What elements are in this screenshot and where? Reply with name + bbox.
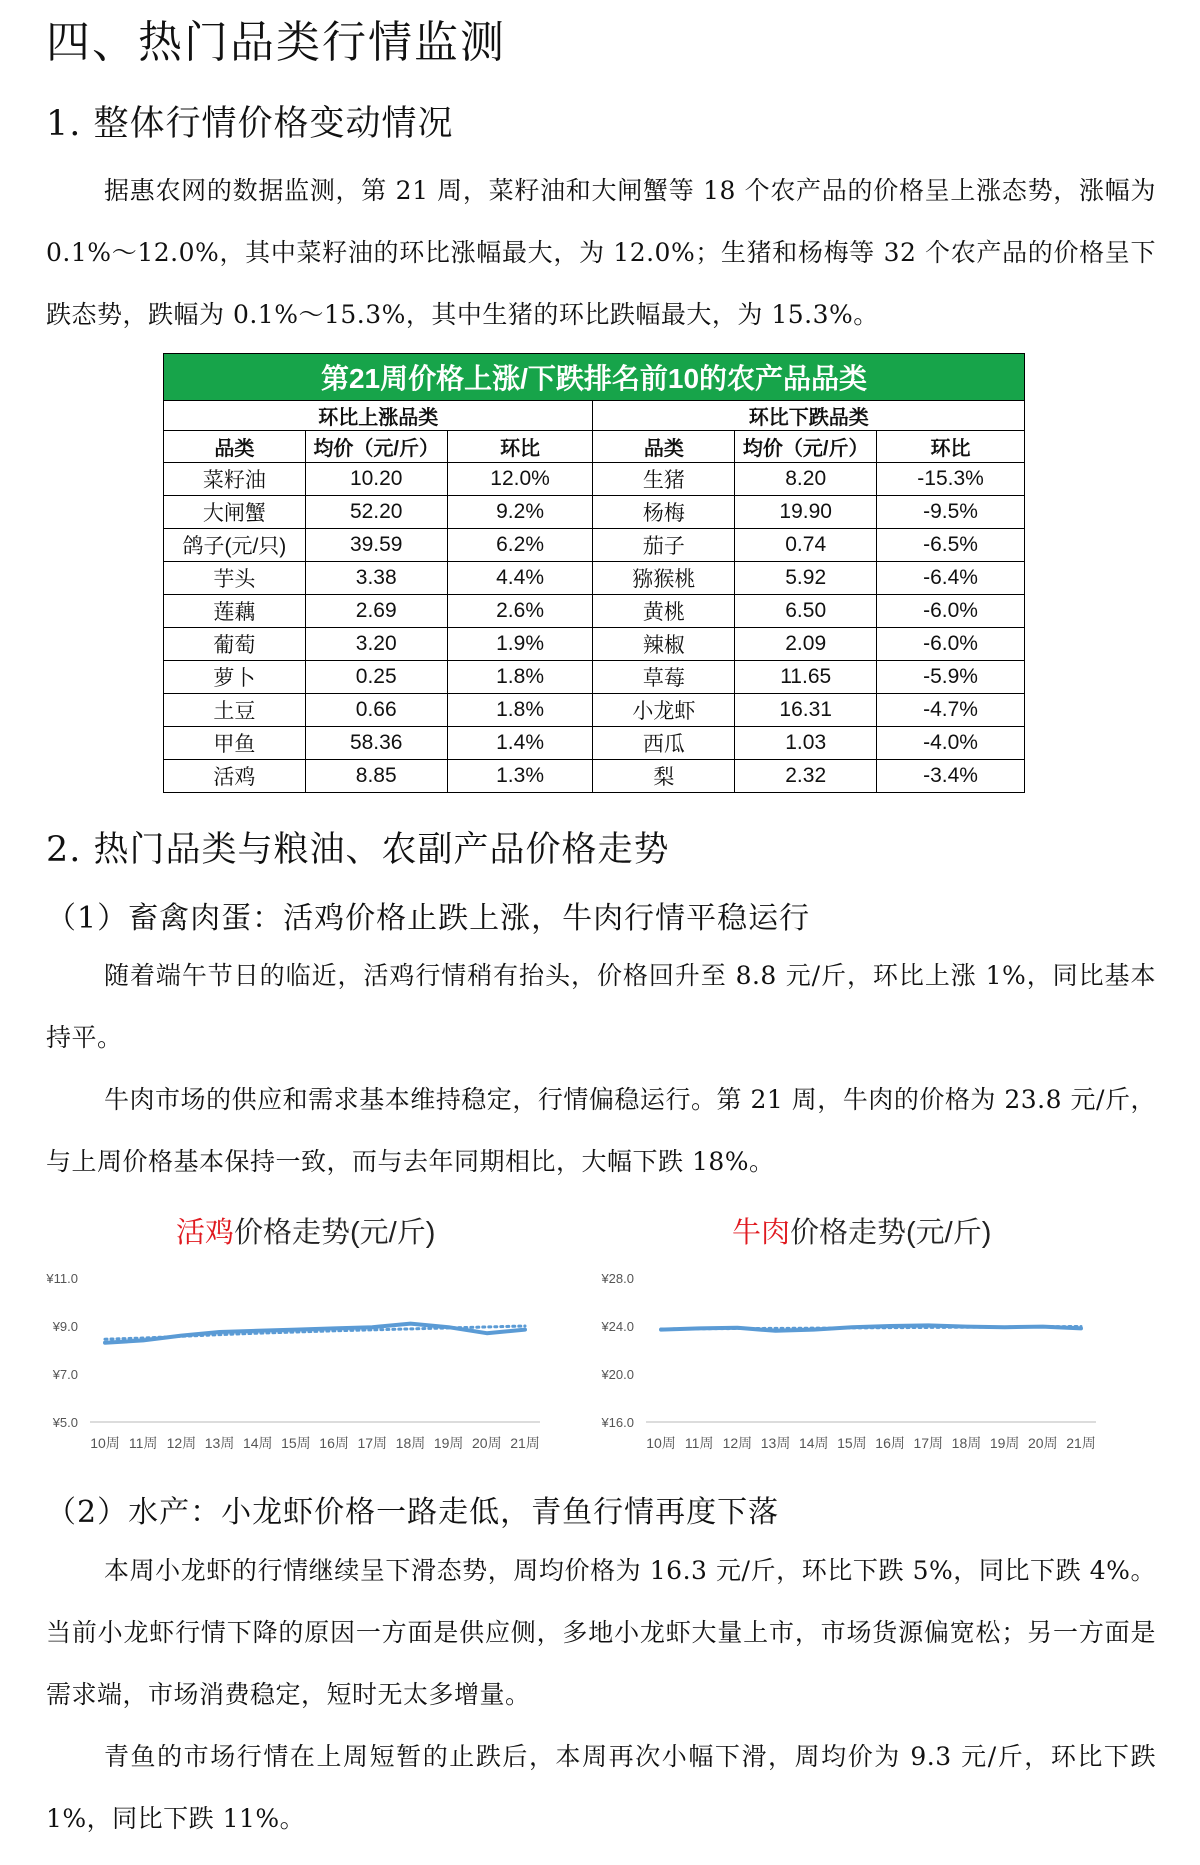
- cell-fall-item: 生猪: [593, 463, 735, 496]
- cell-fall-change: -9.5%: [877, 496, 1025, 529]
- beef-chart-title-highlight: 牛肉: [732, 1217, 791, 1249]
- x-tick-label: 11周: [684, 1435, 714, 1451]
- y-tick-label: ¥16.0: [601, 1415, 634, 1430]
- cell-rise-change: 9.2%: [447, 496, 593, 529]
- ranking-table-container: [163, 353, 1025, 793]
- cell-fall-item: 杨梅: [593, 496, 735, 529]
- col-header-fall-change: 环比: [877, 431, 1025, 463]
- cell-rise-change: 2.6%: [447, 595, 593, 628]
- cell-rise-item: 甲鱼: [164, 727, 306, 760]
- cell-rise-item: 鸽子(元/只): [164, 529, 306, 562]
- table-row: [164, 760, 1025, 793]
- x-tick-label: 12周: [722, 1435, 753, 1451]
- cell-fall-item: 猕猴桃: [593, 562, 735, 595]
- cell-rise-change: 6.2%: [447, 529, 593, 562]
- rise-group-header: 环比上涨品类: [164, 401, 593, 431]
- x-tick-label: 14周: [242, 1435, 273, 1451]
- y-tick-label: ¥7.0: [52, 1367, 78, 1382]
- x-tick-label: 17周: [913, 1435, 944, 1451]
- y-tick-label: ¥20.0: [601, 1367, 634, 1382]
- ranking-table: [163, 353, 1025, 793]
- y-tick-label: ¥28.0: [601, 1271, 634, 1286]
- cell-fall-change: -6.4%: [877, 562, 1025, 595]
- cell-fall-price: 2.09: [735, 628, 877, 661]
- cell-rise-item: 土豆: [164, 694, 306, 727]
- chicken-chart-title-highlight: 活鸡: [176, 1217, 235, 1249]
- cell-rise-item: 活鸡: [164, 760, 306, 793]
- x-tick-label: 12周: [166, 1435, 197, 1451]
- subsubsection-title-livestock: （1）畜禽肉蛋：活鸡价格止跌上涨，牛肉行情平稳运行: [46, 901, 811, 936]
- y-tick-label: ¥5.0: [52, 1415, 78, 1430]
- cell-rise-price: 2.69: [305, 595, 447, 628]
- cell-fall-change: -3.4%: [877, 760, 1025, 793]
- section-title: 四、热门品类行情监测: [46, 17, 506, 68]
- table-row: [164, 496, 1025, 529]
- cell-fall-item: 黄桃: [593, 595, 735, 628]
- col-header-rise-price: 均价（元/斤）: [305, 431, 447, 463]
- paragraph-herring: 青鱼的市场行情在上周短暂的止跌后，本周再次小幅下滑，周均价为 9.3 元/斤，环比下跌 1%，同比下跌 11%。: [46, 1742, 1156, 1833]
- cell-fall-change: -4.7%: [877, 694, 1025, 727]
- cell-fall-item: 茄子: [593, 529, 735, 562]
- cell-rise-item: 大闸蟹: [164, 496, 306, 529]
- cell-fall-price: 6.50: [735, 595, 877, 628]
- cell-rise-price: 52.20: [305, 496, 447, 529]
- x-tick-label: 15周: [837, 1435, 867, 1451]
- col-header-rise-item: 品类: [164, 431, 306, 463]
- cell-rise-price: 3.20: [305, 628, 447, 661]
- y-tick-label: ¥9.0: [52, 1319, 78, 1334]
- cell-rise-item: 芋头: [164, 562, 306, 595]
- x-tick-label: 18周: [951, 1435, 982, 1451]
- price-line: [105, 1324, 525, 1343]
- beef-chart-title: [732, 1210, 991, 1251]
- cell-rise-item: 莲藕: [164, 595, 306, 628]
- cell-fall-item: 草莓: [593, 661, 735, 694]
- cell-fall-price: 11.65: [735, 661, 877, 694]
- x-tick-label: 18周: [395, 1435, 426, 1451]
- cell-fall-change: -6.5%: [877, 529, 1025, 562]
- cell-fall-price: 16.31: [735, 694, 877, 727]
- x-tick-label: 16周: [875, 1435, 905, 1451]
- beef-price-chart: [596, 1200, 1116, 1480]
- subsection-title-trends: 2. 热门品类与粮油、农副产品价格走势: [46, 830, 670, 870]
- table-row: [164, 694, 1025, 727]
- beef-chart-title-rest: 价格走势(元/斤): [790, 1217, 992, 1249]
- cell-rise-item: 菜籽油: [164, 463, 306, 496]
- paragraph-crayfish: 本周小龙虾的行情继续呈下滑态势，周均价格为 16.3 元/斤，环比下跌 5%，同比下跌 4%。当前小龙虾行情下降的原因一方面是供应侧，多地小龙虾大量上市，市场货源偏宽松；另一方面是需求端，市场消费稳定，短时无太多增量。: [46, 1556, 1156, 1709]
- cell-rise-price: 39.59: [305, 529, 447, 562]
- table-row: [164, 595, 1025, 628]
- subsubsection-title-aquatic: （2）水产：小龙虾价格一路走低，青鱼行情再度下落: [46, 1495, 780, 1530]
- table-row: [164, 562, 1025, 595]
- cell-rise-change: 12.0%: [447, 463, 593, 496]
- y-tick-label: ¥11.0: [46, 1271, 78, 1286]
- paragraph-overall: 据惠农网的数据监测，第 21 周，菜籽油和大闸蟹等 18 个农产品的价格呈上涨态势，涨幅为 0.1%～12.0%，其中菜籽油的环比涨幅最大，为 12.0%；生猪和杨梅等 32 个农产品的价格呈下跌态势，跌幅为 0.1%～15.3%，其中生猪的环比跌幅最大，为 15.3%。: [46, 176, 1156, 329]
- fall-group-header: 环比下跌品类: [593, 401, 1025, 431]
- cell-rise-change: 1.3%: [447, 760, 593, 793]
- cell-fall-item: 小龙虾: [593, 694, 735, 727]
- cell-fall-change: -6.0%: [877, 628, 1025, 661]
- x-tick-label: 11周: [128, 1435, 158, 1451]
- cell-rise-change: 1.8%: [447, 661, 593, 694]
- table-row: [164, 529, 1025, 562]
- cell-fall-item: 辣椒: [593, 628, 735, 661]
- table-row: [164, 463, 1025, 496]
- x-tick-label: 13周: [760, 1435, 791, 1451]
- table-title: 第21周价格上涨/下跌排名前10的农产品品类: [164, 354, 1025, 401]
- chicken-price-chart: [40, 1200, 560, 1480]
- paragraph-beef: 牛肉市场的供应和需求基本维持稳定，行情偏稳运行。第 21 周，牛肉的价格为 23.8 元/斤，与上周价格基本保持一致，而与去年同期相比，大幅下跌 18%。: [46, 1085, 1156, 1176]
- col-header-fall-item: 品类: [593, 431, 735, 463]
- x-tick-label: 20周: [1028, 1435, 1058, 1451]
- cell-rise-price: 10.20: [305, 463, 447, 496]
- cell-rise-item: 葡萄: [164, 628, 306, 661]
- x-tick-label: 10周: [90, 1435, 120, 1451]
- cell-rise-price: 58.36: [305, 727, 447, 760]
- cell-fall-price: 8.20: [735, 463, 877, 496]
- x-tick-label: 10周: [646, 1435, 676, 1451]
- x-tick-label: 16周: [319, 1435, 349, 1451]
- x-tick-label: 19周: [433, 1435, 464, 1451]
- x-tick-label: 17周: [357, 1435, 388, 1451]
- subsection-title-overall: 1. 整体行情价格变动情况: [46, 104, 454, 144]
- x-tick-label: 21周: [1066, 1435, 1096, 1451]
- cell-rise-change: 1.9%: [447, 628, 593, 661]
- cell-rise-price: 0.66: [305, 694, 447, 727]
- col-header-fall-price: 均价（元/斤）: [735, 431, 877, 463]
- table-row: [164, 727, 1025, 760]
- chicken-chart-title-rest: 价格走势(元/斤): [234, 1217, 436, 1249]
- cell-fall-change: -4.0%: [877, 727, 1025, 760]
- x-tick-label: 15周: [281, 1435, 311, 1451]
- cell-rise-item: 萝卜: [164, 661, 306, 694]
- cell-fall-change: -6.0%: [877, 595, 1025, 628]
- cell-fall-change: -15.3%: [877, 463, 1025, 496]
- x-tick-label: 13周: [204, 1435, 235, 1451]
- chicken-chart-title: [176, 1210, 435, 1251]
- cell-rise-change: 1.4%: [447, 727, 593, 760]
- x-tick-label: 21周: [510, 1435, 540, 1451]
- cell-rise-change: 1.8%: [447, 694, 593, 727]
- col-header-rise-change: 环比: [447, 431, 593, 463]
- cell-fall-price: 1.03: [735, 727, 877, 760]
- cell-rise-price: 8.85: [305, 760, 447, 793]
- y-tick-label: ¥24.0: [601, 1319, 634, 1334]
- cell-fall-price: 19.90: [735, 496, 877, 529]
- x-tick-label: 20周: [472, 1435, 502, 1451]
- table-row: [164, 628, 1025, 661]
- ranking-table-body: [164, 463, 1025, 793]
- cell-fall-price: 2.32: [735, 760, 877, 793]
- x-tick-label: 14周: [798, 1435, 829, 1451]
- cell-fall-price: 5.92: [735, 562, 877, 595]
- cell-fall-change: -5.9%: [877, 661, 1025, 694]
- cell-rise-price: 3.38: [305, 562, 447, 595]
- paragraph-chicken: 随着端午节日的临近，活鸡行情稍有抬头，价格回升至 8.8 元/斤，环比上涨 1%，同比基本持平。: [46, 961, 1156, 1052]
- cell-rise-change: 4.4%: [447, 562, 593, 595]
- table-row: [164, 661, 1025, 694]
- cell-fall-price: 0.74: [735, 529, 877, 562]
- x-tick-label: 19周: [989, 1435, 1020, 1451]
- cell-fall-item: 梨: [593, 760, 735, 793]
- cell-rise-price: 0.25: [305, 661, 447, 694]
- cell-fall-item: 西瓜: [593, 727, 735, 760]
